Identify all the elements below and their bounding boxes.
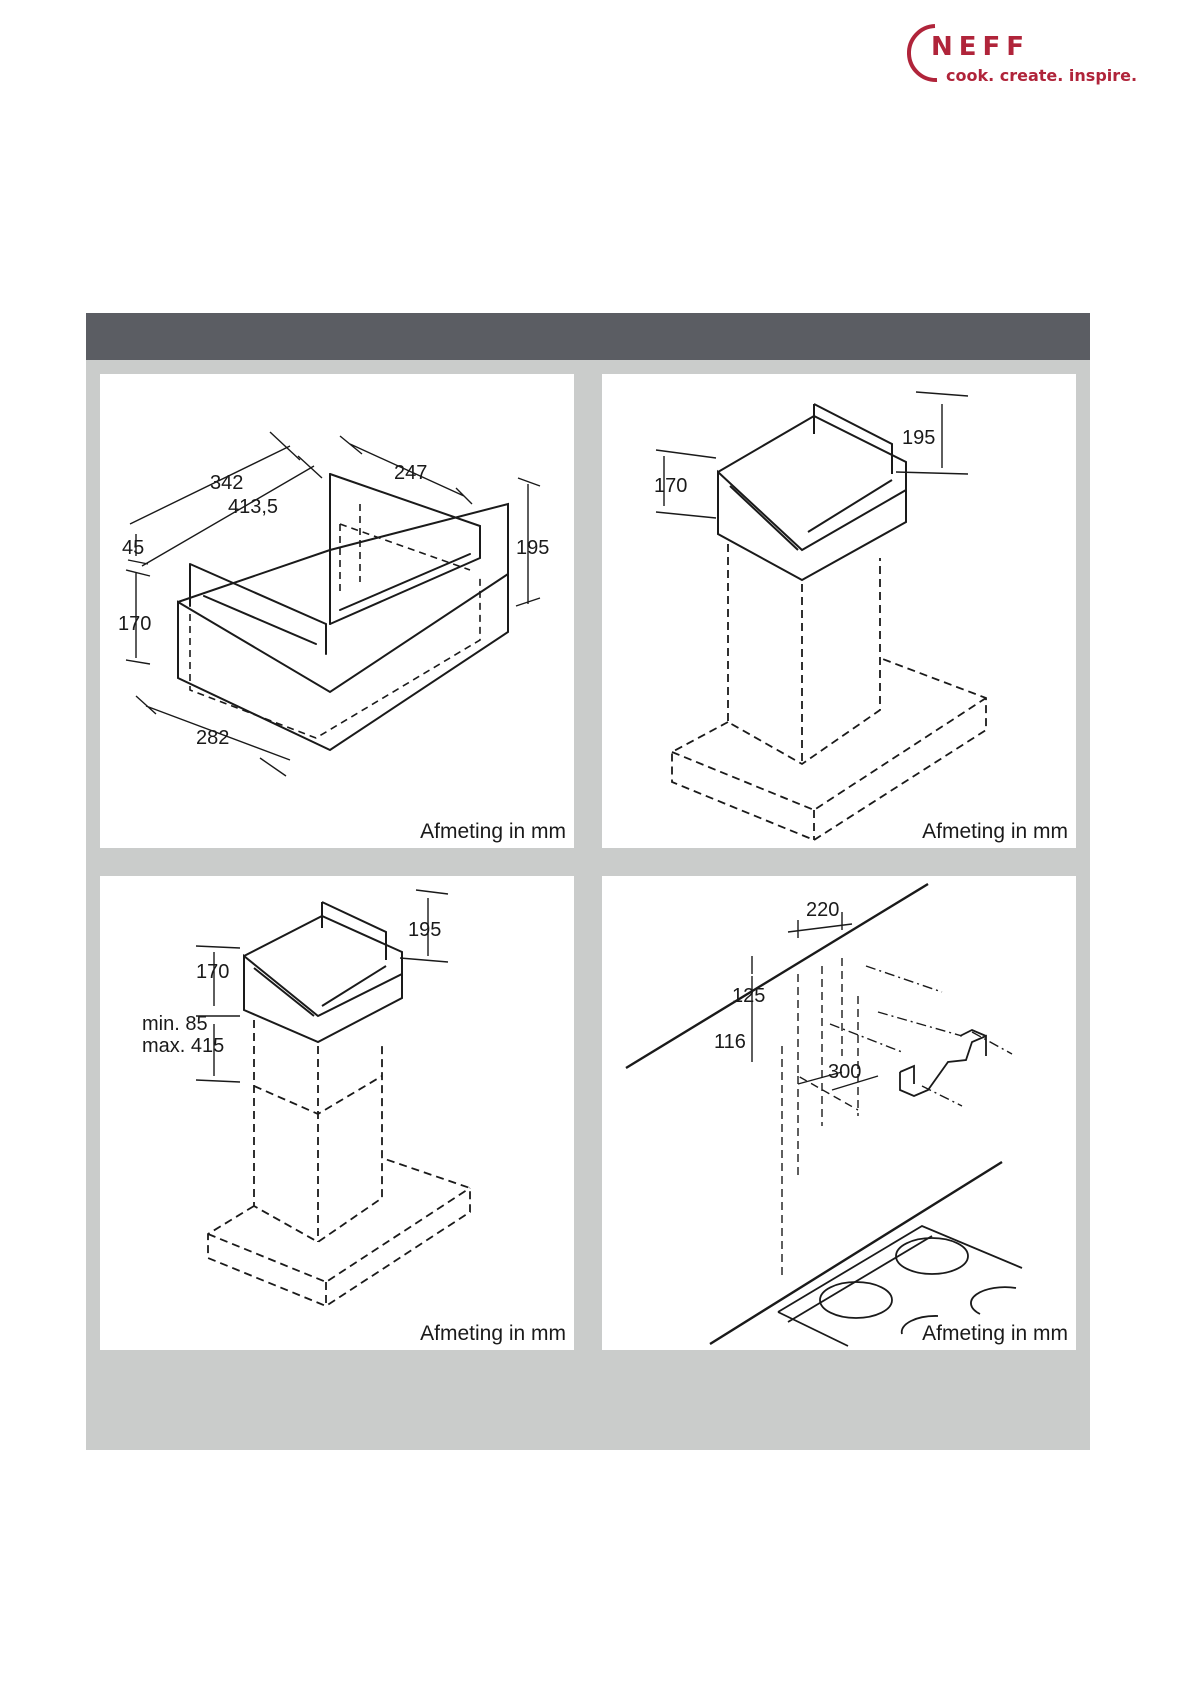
dim-247: 247 (394, 462, 428, 484)
adjustable-chimney-drawing (100, 876, 574, 1350)
dim-195: 195 (902, 427, 936, 449)
dim-282: 282 (196, 727, 230, 749)
dim-195: 195 (516, 537, 550, 559)
diagram-caption: Afmeting in mm (420, 820, 566, 843)
logo-tagline: cook. create. inspire. (946, 66, 1138, 85)
box-drawing (100, 374, 574, 848)
dim-170: 170 (196, 961, 230, 983)
drawings-panel (86, 313, 1090, 1450)
dim-170: 170 (654, 475, 688, 497)
brand-logo (885, 18, 1138, 88)
dim-195: 195 (408, 919, 442, 941)
logo-wordmark: NEFF (931, 32, 1031, 62)
dim-min-85: min. 85 (142, 1013, 208, 1035)
diagram-box-dimensions (100, 374, 574, 848)
diagram-box-on-chimney (602, 374, 1076, 848)
dim-170: 170 (118, 613, 152, 635)
diagram-caption: Afmeting in mm (922, 820, 1068, 843)
mounting-drawing (602, 876, 1076, 1350)
dim-300: 300 (828, 1061, 862, 1083)
diagram-mounting-holes (602, 876, 1076, 1350)
dim-125: 125 (732, 985, 766, 1007)
dim-220: 220 (806, 899, 840, 921)
dim-413-5: 413,5 (228, 496, 279, 518)
diagram-caption: Afmeting in mm (922, 1322, 1068, 1345)
diagram-caption: Afmeting in mm (420, 1322, 566, 1345)
dim-342: 342 (210, 472, 244, 494)
dim-max-415: max. 415 (142, 1035, 225, 1057)
chimney-drawing (602, 374, 1076, 848)
dim-45: 45 (122, 537, 145, 559)
diagram-box-chimney-adjustable (100, 876, 574, 1350)
panel-header-bar (86, 313, 1090, 360)
dim-116: 116 (714, 1031, 746, 1053)
